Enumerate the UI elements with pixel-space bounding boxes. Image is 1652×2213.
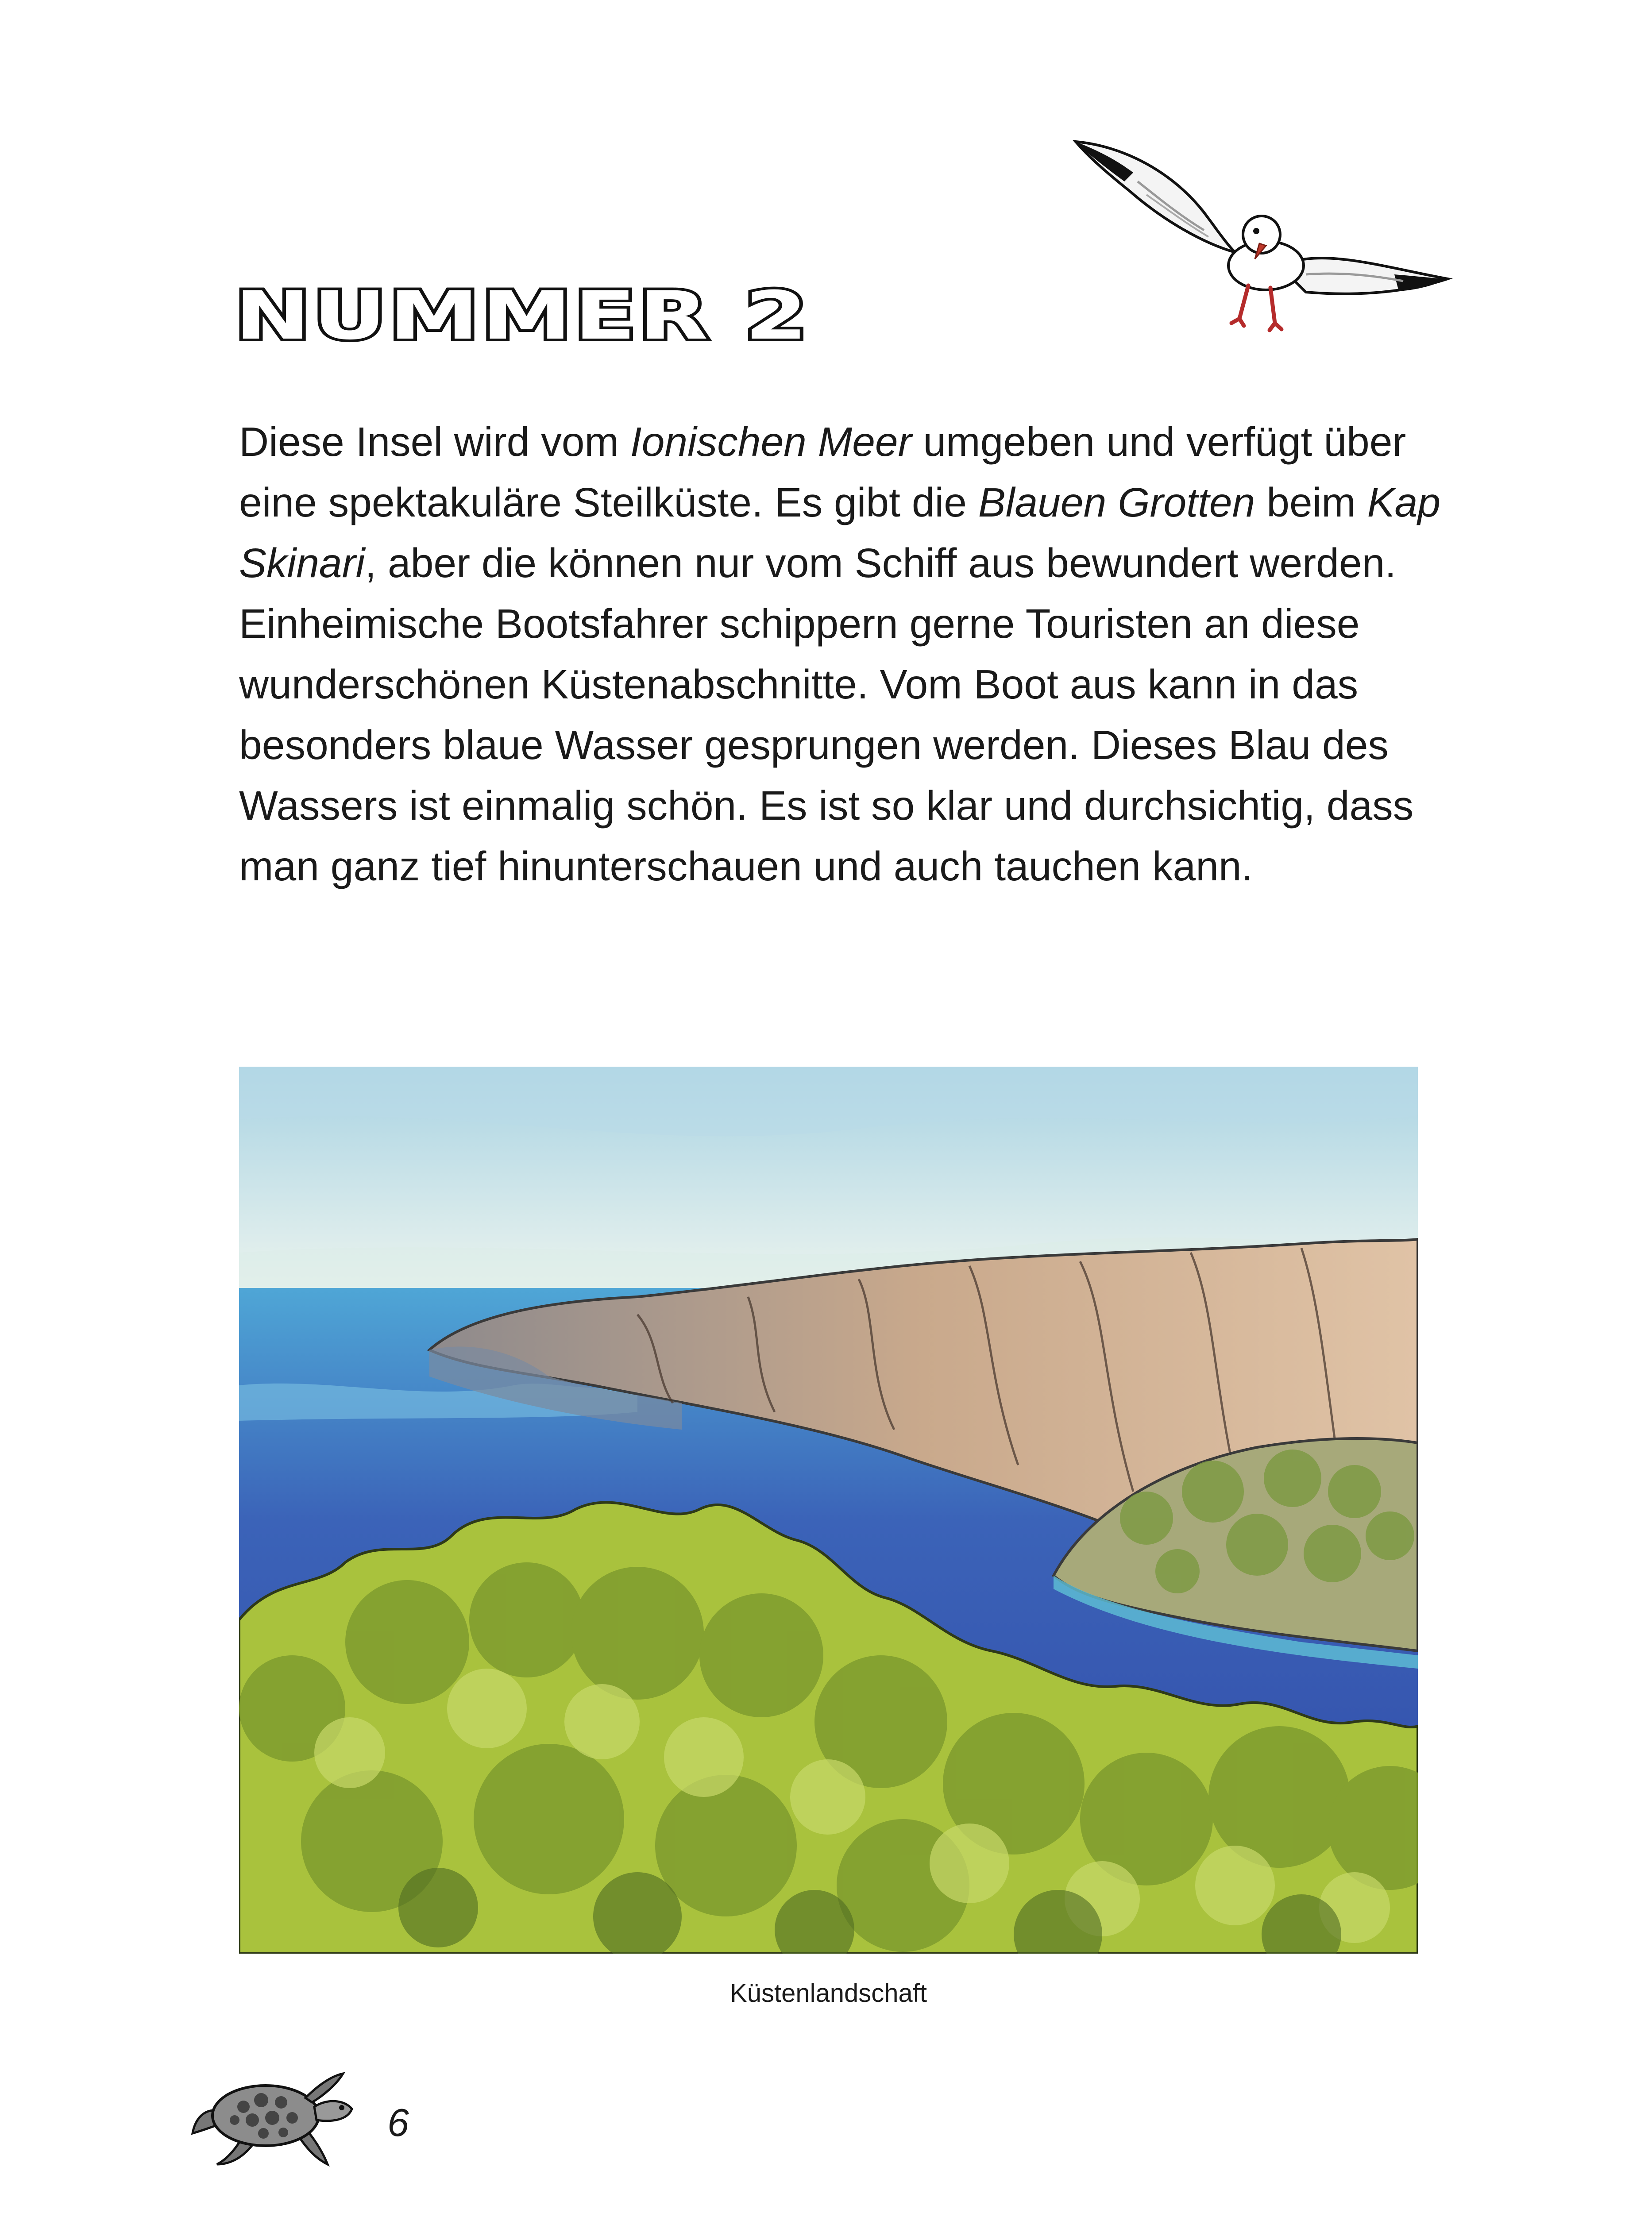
coastal-landscape-illustration xyxy=(239,1067,1418,1954)
body-paragraph xyxy=(239,412,1452,897)
page-heading-text: NUMMER 2 xyxy=(235,278,810,355)
illustration-caption: Küstenlandschaft xyxy=(730,1979,927,2008)
body-text-segment: Diese Insel wird vom xyxy=(239,419,630,465)
body-emphasis: Blauen Grotten xyxy=(978,479,1255,525)
seagull-icon xyxy=(1058,133,1465,345)
page-heading xyxy=(230,266,850,367)
turtle-icon xyxy=(190,2058,359,2169)
body-text-segment: beim xyxy=(1255,479,1367,525)
body-emphasis: Kap Skinari xyxy=(239,479,1441,586)
body-text-segment: , aber die können nur vom Schiff aus bewundert werden. Einheimische Bootsfahrer schippern gerne Touristen an diese wunderschönen Küstenabschnitte. Vom Boot aus kann in das besonders blaue Wasser gesprungen werden. Dieses Blau des Wassers ist einmalig schön. Es ist so klar und durchsichtig, dass man ganz tief hinunterschauen und auch tauchen kann. xyxy=(239,540,1414,889)
body-text-segment: umgeben und verfügt über eine spektakuläre Steilküste. Es gibt die xyxy=(239,419,1406,525)
body-emphasis: Ionischen Meer xyxy=(630,419,912,465)
page-number: 6 xyxy=(387,2101,409,2144)
